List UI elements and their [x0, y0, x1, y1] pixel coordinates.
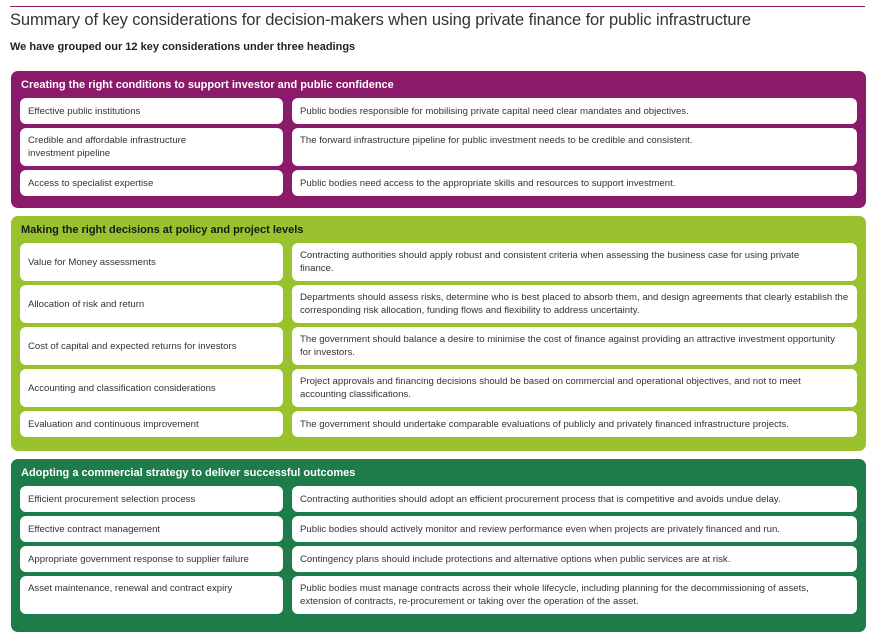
consideration-description: Public bodies must manage contracts across their whole lifecycle, including planning for the decommissioning of assets, extension of contracts, re-procurement or taking over the operation of the asset. — [292, 576, 857, 614]
consideration-row — [20, 516, 857, 542]
section-investor-confidence — [11, 71, 866, 208]
consideration-description: Contracting authorities should apply robust and consistent criteria when assessing the business case for using private finance. — [292, 243, 857, 281]
consideration-row — [20, 98, 857, 124]
consideration-description: Departments should assess risks, determine who is best placed to absorb them, and design agreements that clearly establish the corresponding risk allocation, funding flows and flexibility to address uncertainty. — [292, 285, 857, 323]
consideration-key: Allocation of risk and return — [20, 285, 283, 323]
consideration-key: Asset maintenance, renewal and contract expiry — [20, 576, 283, 614]
consideration-key: Value for Money assessments — [20, 243, 283, 281]
consideration-description: The forward infrastructure pipeline for public investment needs to be credible and consistent. — [292, 128, 857, 166]
top-divider — [10, 6, 865, 7]
consideration-row — [20, 486, 857, 512]
consideration-row — [20, 411, 857, 437]
consideration-key: Appropriate government response to supplier failure — [20, 546, 283, 572]
section-heading: Making the right decisions at policy and project levels — [21, 224, 304, 236]
consideration-key: Efficient procurement selection process — [20, 486, 283, 512]
consideration-row — [20, 327, 857, 365]
consideration-key: Effective public institutions — [20, 98, 283, 124]
consideration-description: Public bodies responsible for mobilising private capital need clear mandates and objectives. — [292, 98, 857, 124]
consideration-row — [20, 285, 857, 323]
consideration-description: Public bodies need access to the appropriate skills and resources to support investment. — [292, 170, 857, 196]
consideration-row — [20, 243, 857, 281]
section-policy-decisions — [11, 216, 866, 451]
consideration-key: Accounting and classification considerations — [20, 369, 283, 407]
consideration-key: Cost of capital and expected returns for investors — [20, 327, 283, 365]
section-heading: Creating the right conditions to support investor and public confidence — [21, 79, 394, 91]
consideration-row — [20, 369, 857, 407]
page-title: Summary of key considerations for decision-makers when using private finance for public infrastructure — [10, 11, 751, 29]
consideration-row — [20, 170, 857, 196]
page-subtitle: We have grouped our 12 key considerations under three headings — [10, 41, 356, 53]
consideration-row — [20, 546, 857, 572]
consideration-row — [20, 576, 857, 614]
consideration-description: Contracting authorities should adopt an efficient procurement process that is competitive and avoids undue delay. — [292, 486, 857, 512]
consideration-description: Contingency plans should include protections and alternative options when public services are at risk. — [292, 546, 857, 572]
consideration-key: Evaluation and continuous improvement — [20, 411, 283, 437]
consideration-description: Public bodies should actively monitor and review performance even when projects are privately financed and run. — [292, 516, 857, 542]
consideration-key: Effective contract management — [20, 516, 283, 542]
consideration-key: Access to specialist expertise — [20, 170, 283, 196]
section-commercial-strategy — [11, 459, 866, 632]
consideration-row — [20, 128, 857, 166]
section-heading: Adopting a commercial strategy to deliver successful outcomes — [21, 467, 356, 479]
consideration-key: Credible and affordable infrastructure investment pipeline — [20, 128, 283, 166]
consideration-description: The government should undertake comparable evaluations of publicly and privately financed infrastructure projects. — [292, 411, 857, 437]
consideration-description: The government should balance a desire to minimise the cost of finance against providing an attractive investment opportunity for investors. — [292, 327, 857, 365]
consideration-description: Project approvals and financing decisions should be based on commercial and operational objectives, and not to meet accounting classifications. — [292, 369, 857, 407]
